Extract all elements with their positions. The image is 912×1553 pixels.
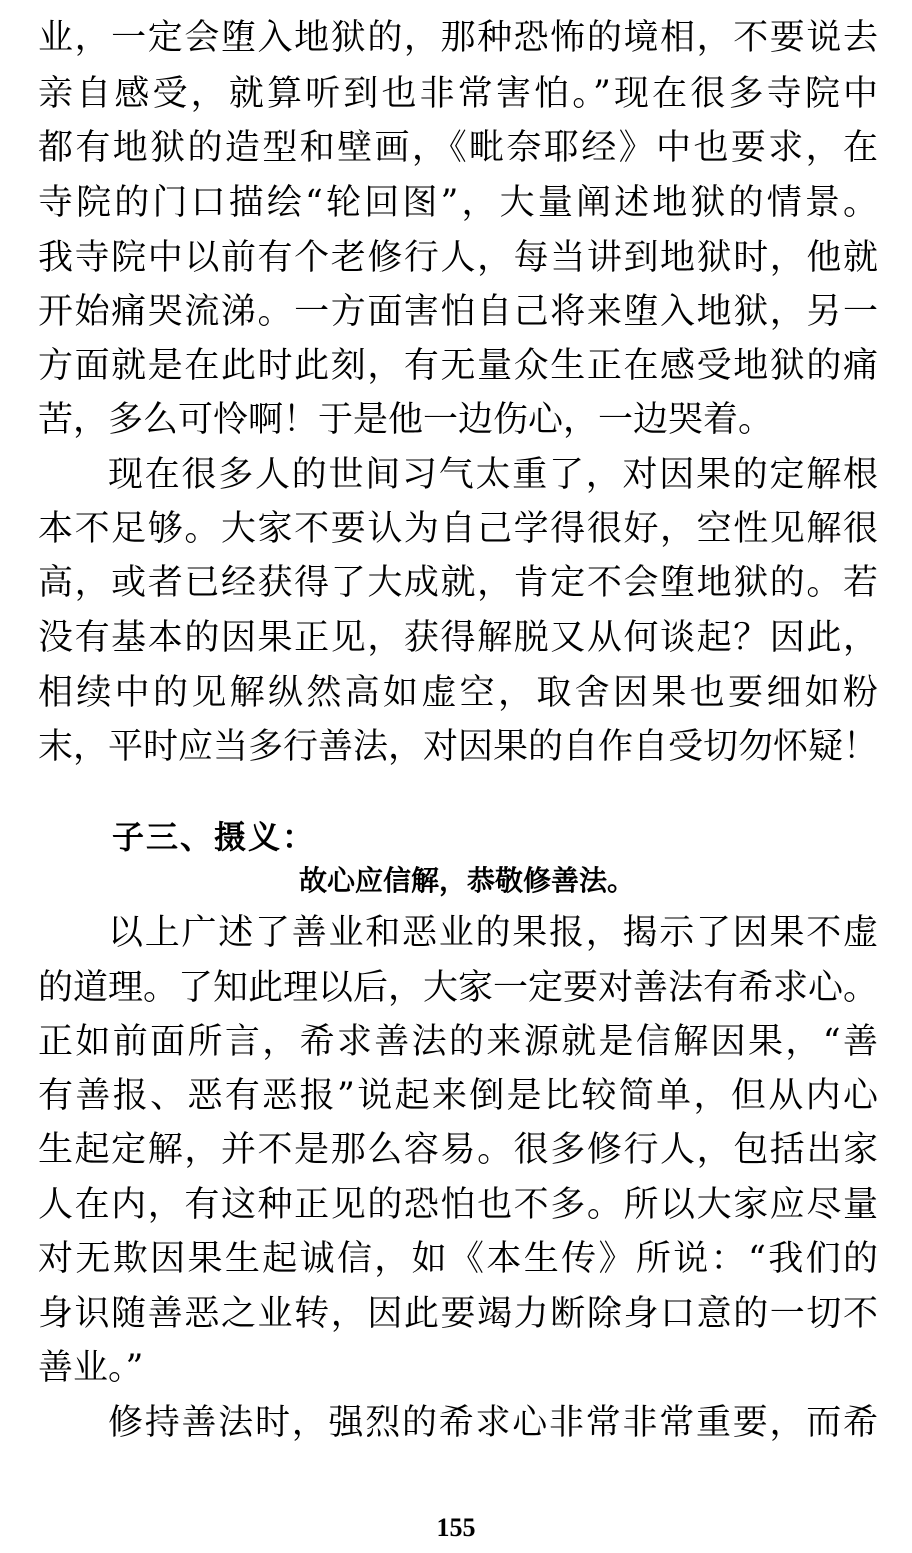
paragraph-2-line-5: 相续中的见解纵然高如虚空，取舍因果也要细如粉 [38,673,878,713]
paragraph-1-line-3: 都有地狱的造型和壁画，《毗奈耶经》中也要求，在 [38,128,878,168]
paragraph-3-line-4: 有善报、恶有恶报”说起来倒是比较简单，但从内心 [38,1076,878,1116]
paragraph-3-line-6: 人在内，有这种正见的恐怕也不多。所以大家应尽量 [38,1185,878,1225]
paragraph-1-line-6: 开始痛哭流涕。一方面害怕自己将来堕入地狱，另一 [38,292,878,332]
paragraph-3-line-7: 对无欺因果生起诚信，如《本生传》所说：“我们的 [38,1239,878,1279]
paragraph-1-line-8: 苦，多么可怜啊！于是他一边伤心，一边哭着。 [38,400,774,440]
paragraph-1-line-2: 亲自感受，就算听到也非常害怕。”现在很多寺院中 [38,74,878,114]
paragraph-2-line-2: 本不足够。大家不要认为自己学得很好，空性见解很 [38,509,878,549]
paragraph-1-line-4: 寺院的门口描绘“轮回图”，大量阐述地狱的情景。 [38,183,878,223]
paragraph-3-line-1: 以上广述了善业和恶业的果报，揭示了因果不虚 [108,913,878,953]
root-verse: 故心应信解，恭敬修善法。 [298,864,635,897]
paragraph-3-line-8: 身识随善恶之业转，因此要竭力断除身口意的一切不 [38,1294,878,1334]
page-number: 155 [436,1513,476,1542]
paragraph-1-line-1: 业，一定会堕入地狱的，那种恐怖的境相，不要说去 [38,18,878,58]
paragraph-1-line-5: 我寺院中以前有个老修行人，每当讲到地狱时，他就 [38,238,878,278]
paragraph-3-line-3: 正如前面所言，希求善法的来源就是信解因果，“善 [38,1022,878,1062]
section-heading: 子三、摄义： [112,818,317,856]
paragraph-2-line-1: 现在很多人的世间习气太重了，对因果的定解根 [108,455,878,495]
paragraph-3-line-5: 生起定解，并不是那么容易。很多修行人，包括出家 [38,1130,878,1170]
paragraph-1-line-7: 方面就是在此时此刻，有无量众生正在感受地狱的痛 [38,346,878,386]
paragraph-2-line-4: 没有基本的因果正见，获得解脱又从何谈起？因此， [38,618,878,658]
paragraph-4-line-1: 修持善法时，强烈的希求心非常非常重要，而希 [108,1403,878,1443]
paragraph-2-line-6: 末，平时应当多行善法，对因果的自作自受切勿怀疑！ [38,727,879,767]
paragraph-2-line-3: 高，或者已经获得了大成就，肯定不会堕地狱的。若 [38,563,878,603]
paragraph-3-line-9: 善业。” [38,1348,144,1388]
paragraph-3-line-2: 的道理。了知此理以后，大家一定要对善法有希求心。 [38,968,879,1008]
